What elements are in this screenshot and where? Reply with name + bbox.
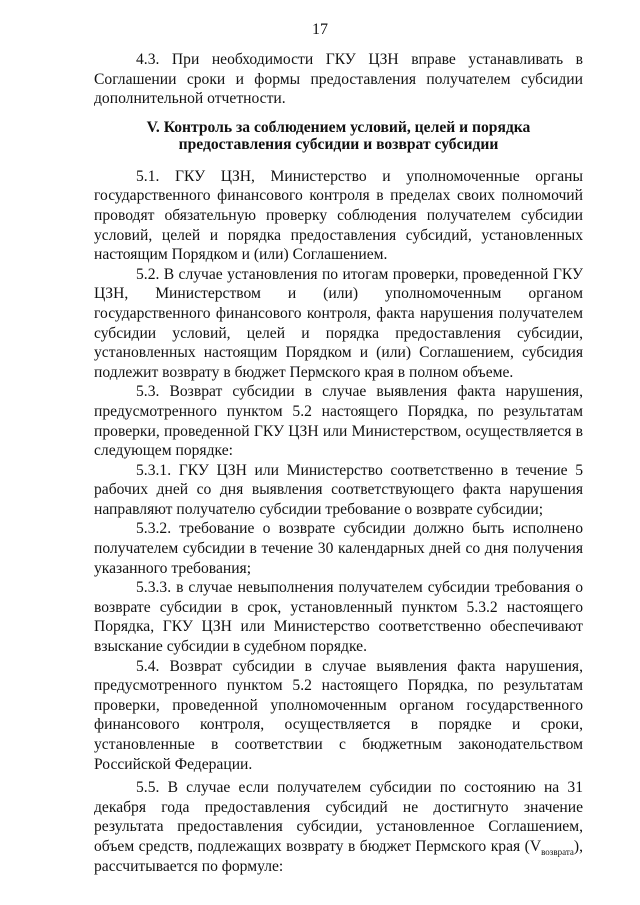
paragraph-5-5-text-start: 5.5. В случае если получателем субсидии по состоянию на 31 декабря года предоставления субсидий не достигнуто значение результата предоставления субсидии, установленное Соглашением, объем средств, подлежащих возврату в бюджет Пермского края (V xyxy=(94,779,583,855)
paragraph-5-3-1: 5.3.1. ГКУ ЦЗН или Министерство соответственно в течение 5 рабочих дней со дня выявления соответствующего факта нарушения направляют получателю субсидии требование о возврате субсидии; xyxy=(94,461,583,518)
paragraph-5-5-subscript: возврата xyxy=(541,847,574,858)
paragraph-5-3-2: 5.3.2. требование о возврате субсидии должно быть исполнено получателем субсидии в течение 30 календарных дней со дня получения указанного требования; xyxy=(94,520,583,577)
page-number: 17 xyxy=(312,21,328,38)
paragraph-5-2: 5.2. В случае установления по итогам проверки, проведенной ГКУ ЦЗН, Министерством и (или) уполномоченным органом государственного финансового контроля, факта нарушения получателем субсидии условий, целей и порядка предоставления субсидии, установленных настоящим Порядком и (или) Соглашением, субсидия подлежит возврату в бюджет Пермского края в полном объеме. xyxy=(94,265,583,381)
paragraph-5-4: 5.4. Возврат субсидии в случае выявления факта нарушения, предусмотренного пунктом 5.2 настоящего Порядка, по результатам проверки, проведенной уполномоченным органом государственного финансового контроля, осуществляется в порядке и сроки, установленные в соответствии с бюджетным законодательством Российской Федерации. xyxy=(94,657,583,773)
paragraph-4-3: 4.3. При необходимости ГКУ ЦЗН вправе устанавливать в Соглашении сроки и формы предоставления получателем субсидии дополнительной отчетности. xyxy=(94,51,583,108)
paragraph-5-3-3: 5.3.3. в случае невыполнения получателем субсидии требования о возврате субсидии в срок, установленный пунктом 5.3.2 настоящего Порядка, ГКУ ЦЗН или Министерство соответственно обеспечивают взыскание субсидии в судебном порядке. xyxy=(94,579,583,656)
section-heading-line-2: предоставления субсидии и возврат субсидии xyxy=(178,135,499,153)
document-body xyxy=(94,50,583,876)
paragraph-5-5-text-end: ), рассчитывается по формуле: xyxy=(94,837,583,875)
section-heading xyxy=(94,119,583,153)
paragraph-5-1: 5.1. ГКУ ЦЗН, Министерство и уполномоченные органы государственного финансового контроля в пределах своих полномочий проводят обязательную проверку соблюдения получателем субсидии условий, целей и порядка предоставления субсидий, установленных настоящим Порядком и (или) Соглашением. xyxy=(94,167,583,264)
paragraph-5-5 xyxy=(94,778,583,876)
section-heading-line-1: V. Контроль за соблюдением условий, целей и порядка xyxy=(146,118,531,136)
paragraph-5-3: 5.3. Возврат субсидии в случае выявления факта нарушения, предусмотренного пунктом 5.2 настоящего Порядка, по результатам проверки, проведенной ГКУ ЦЗН или Министерством, осуществляется в следующем порядке: xyxy=(94,383,583,460)
